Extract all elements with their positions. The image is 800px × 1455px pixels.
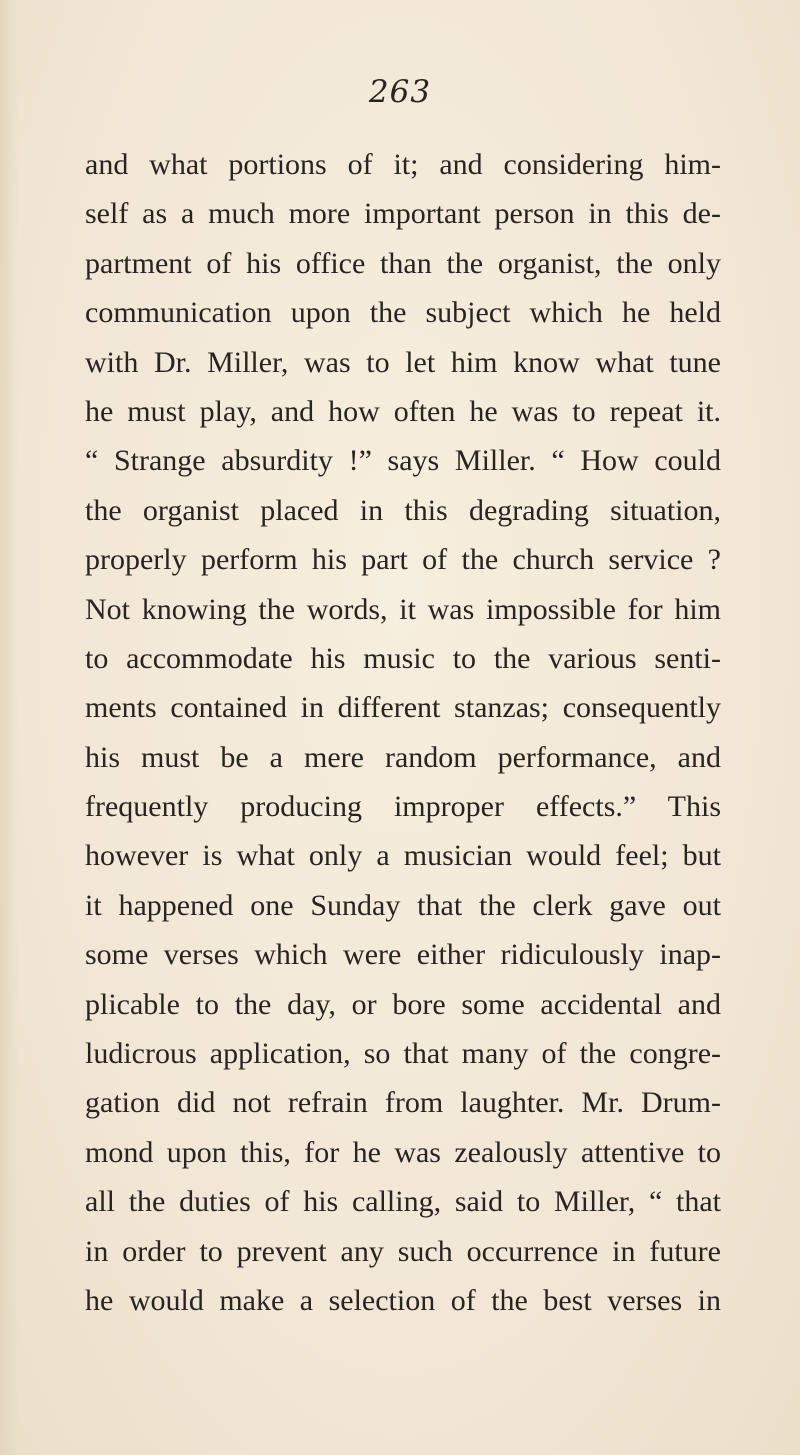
text-line: ments contained in different stanzas; consequently (85, 691, 721, 725)
text-line: partment of his office than the organist, the only (85, 246, 721, 280)
text-line: self as a much more important person in this de- (85, 197, 721, 231)
text-line: his must be a mere random performance, and (85, 740, 721, 774)
text-line: to accommodate his music to the various senti- (85, 641, 721, 675)
body-text (85, 140, 721, 1325)
text-line: gation did not refrain from laughter. Mr. Drum- (85, 1086, 721, 1120)
text-line: and what portions of it; and considering him- (85, 148, 721, 181)
text-line: ludicrous application, so that many of the congre- (85, 1037, 721, 1071)
text-line: he would make a selection of the best verses in (85, 1283, 721, 1317)
text-line: the organist placed in this degrading situation, (85, 493, 721, 527)
page-number: 263 (368, 74, 432, 110)
text-line: communication upon the subject which he held (85, 296, 721, 330)
text-line: however is what only a musician would feel; but (85, 839, 721, 873)
text-line: it happened one Sunday that the clerk gave out (85, 888, 721, 922)
text-line: he must play, and how often he was to repeat it. (85, 394, 721, 428)
text-line: frequently producing improper effects.” This (85, 790, 721, 824)
page-edge-shading (0, 0, 18, 1455)
text-line: with Dr. Miller, was to let him know what tune (85, 345, 721, 379)
text-line: Not knowing the words, it was impossible for him (85, 592, 721, 626)
text-line: plicable to the day, or bore some accidental and (85, 987, 721, 1021)
text-line: “ Strange absurdity !” says Miller. “ How could (85, 444, 721, 478)
text-line: in order to prevent any such occurrence in future (85, 1234, 721, 1268)
text-line: mond upon this, for he was zealously attentive to (85, 1135, 721, 1169)
text-line: some verses which were either ridiculously inap- (85, 938, 721, 972)
text-line: properly perform his part of the church service ? (85, 543, 721, 577)
text-line: all the duties of his calling, said to Miller, “ that (85, 1185, 721, 1219)
